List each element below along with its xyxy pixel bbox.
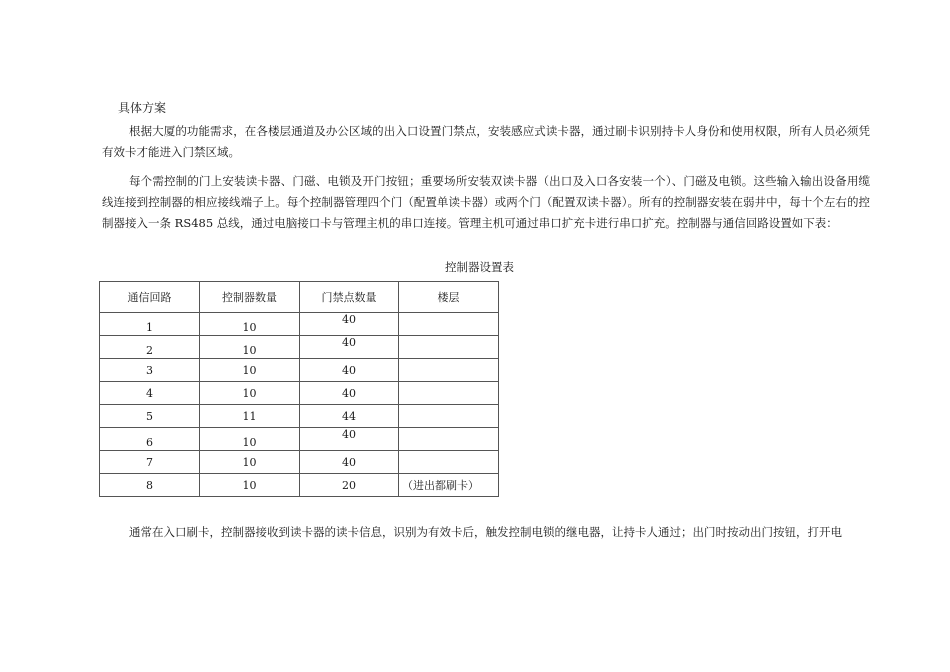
cell-doors: 40 — [300, 359, 399, 382]
table-header-row — [100, 282, 499, 313]
cell-loop: 1 — [100, 313, 200, 336]
cell-loop: 8 — [100, 474, 200, 497]
table-row — [100, 428, 499, 451]
table-row — [100, 313, 499, 336]
paragraph-requirements: 根据大厦的功能需求，在各楼层通道及办公区域的出入口设置门禁点，安装感应式读卡器，通过刷卡识别持卡人身份和使用权限，所有人员必须凭有效卡才能进入门禁区域。 — [102, 124, 870, 159]
cell-controllers: 10 — [200, 336, 300, 359]
cell-loop: 5 — [100, 405, 200, 428]
cell-doors: 40 — [300, 313, 399, 336]
table-row — [100, 451, 499, 474]
cell-doors: 44 — [300, 405, 399, 428]
cell-doors: 40 — [300, 382, 399, 405]
cell-doors: 40 — [300, 451, 399, 474]
cell-controllers: 10 — [200, 428, 300, 451]
header-loop: 通信回路 — [100, 282, 200, 313]
cell-floor — [399, 313, 499, 336]
cell-controllers: 10 — [200, 359, 300, 382]
table-row — [100, 405, 499, 428]
cell-loop: 2 — [100, 336, 200, 359]
cell-doors: 40 — [300, 428, 399, 451]
cell-loop: 4 — [100, 382, 200, 405]
cell-doors: 20 — [300, 474, 399, 497]
cell-controllers: 10 — [200, 382, 300, 405]
cell-doors: 40 — [300, 336, 399, 359]
cell-controllers: 10 — [200, 474, 300, 497]
table-caption: 控制器设置表 — [445, 260, 514, 274]
cell-loop: 6 — [100, 428, 200, 451]
cell-controllers: 11 — [200, 405, 300, 428]
table-row — [100, 474, 499, 497]
cell-floor — [399, 382, 499, 405]
paragraph-installation: 每个需控制的门上安装读卡器、门磁、电锁及开门按钮；重要场所安装双读卡器（出口及入口各安装一个）、门磁及电锁。这些输入输出设备用缆线连接到控制器的相应接线端子上。每个控制器管理四个门（配置单读卡器）或两个门（配置双读卡器）。所有的控制器安装在弱井中，每十个左右的控制器接入一条 RS485 总线，通过电脑接口卡与管理主机的串口连接。管理主机可通过串口扩充卡进行串口扩充。控制器与通信回路设置如下表： — [102, 174, 870, 230]
header-floor: 楼层 — [399, 282, 499, 313]
cell-floor-note-wrap — [399, 474, 499, 497]
cell-loop: 3 — [100, 359, 200, 382]
cell-floor — [399, 359, 499, 382]
controller-table — [99, 281, 499, 497]
cell-floor — [399, 336, 499, 359]
cell-controllers: 10 — [200, 313, 300, 336]
header-doors: 门禁点数量 — [300, 282, 399, 313]
section-heading: 具体方案 — [118, 101, 167, 115]
table-row — [100, 336, 499, 359]
cell-floor — [399, 405, 499, 428]
cell-floor — [399, 451, 499, 474]
paragraph-operation: 通常在入口刷卡，控制器接收到读卡器的读卡信息，识别为有效卡后，触发控制电锁的继电器，让持卡人通过；出门时按动出门按钮，打开电 — [129, 525, 842, 539]
cell-floor — [399, 428, 499, 451]
header-controllers: 控制器数量 — [200, 282, 300, 313]
cell-loop: 7 — [100, 451, 200, 474]
table-row — [100, 382, 499, 405]
cell-floor: （进出都刷卡） — [402, 478, 479, 492]
cell-controllers: 10 — [200, 451, 300, 474]
table-row — [100, 359, 499, 382]
